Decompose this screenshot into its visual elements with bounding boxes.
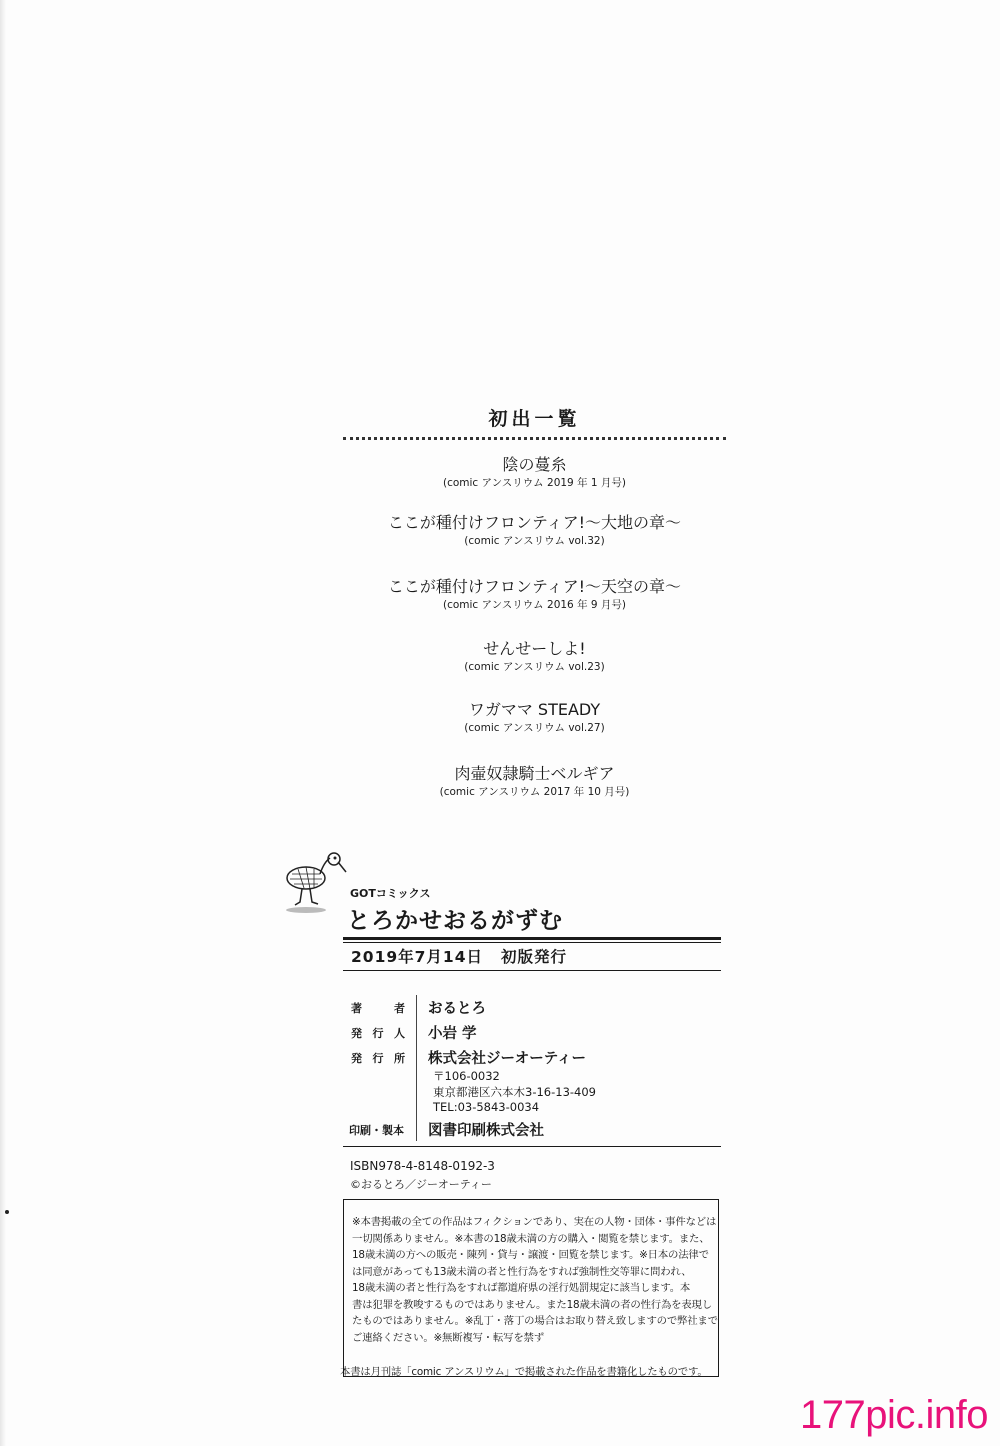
imprint-label: GOTコミックス: [350, 887, 431, 900]
notice-line: ※本書掲載の全ての作品はフィクションであり、実在の人物・団体・事件などは: [352, 1216, 717, 1228]
publisher-tel: TEL:03-5843-0034: [433, 1100, 540, 1114]
notice-line: たものではありません。※乱丁・落丁の場合はお取り替え致しますので弊社まで: [352, 1315, 718, 1327]
work-item: [343, 700, 726, 735]
work-source: (comic アンスリウム 2017 年 10 月号): [439, 786, 630, 798]
notice-line: ご連絡ください。※無断複写・転写を禁ず: [352, 1331, 544, 1344]
publisher-person-label: 発行人: [351, 1027, 405, 1040]
author-name: おるとろ: [428, 1001, 486, 1017]
edition-label: 初版発行: [501, 948, 568, 966]
work-title: ここが種付けフロンティア!～大地の章～: [387, 513, 682, 532]
bird-logo-icon: [280, 848, 352, 918]
book-title: とろかせおるがずむ: [347, 908, 563, 934]
work-item: [343, 577, 726, 612]
serialization-footnote: 本書は月刊誌「comic アンスリウム」で掲載された作品を書籍化したものです。: [340, 1366, 708, 1378]
copyright: ©おるとろ／ジーオーティー: [350, 1178, 492, 1191]
notice-line: 一切関係ありません。※本書の18歳未満の方の購入・閲覧を禁じます。また、: [352, 1232, 710, 1245]
work-item: [343, 764, 726, 799]
watermark: 177pic.info: [800, 1393, 988, 1437]
title-divider: [343, 937, 721, 940]
work-source: (comic アンスリウム 2019 年 1 月号): [442, 477, 627, 489]
notice-line: 書は犯罪を教唆するものではありません。また18歳未満の者の性行為を表現し: [352, 1298, 712, 1311]
first-appearance-title: 初出一覧: [488, 408, 581, 430]
edition-date: 2019年7月14日: [351, 948, 483, 966]
legal-notice-box: [343, 1199, 719, 1377]
work-item: [343, 513, 726, 548]
isbn: ISBN978-4-8148-0192-3: [350, 1159, 495, 1173]
work-title: せんせーしよ!: [483, 639, 586, 658]
work-title: ワガママ STEADY: [468, 700, 601, 719]
publisher-postal: 〒106-0032: [433, 1069, 500, 1083]
work-item: [343, 455, 726, 490]
work-title: 陰の蔓糸: [502, 455, 567, 474]
notice-line: 18歳未満の者と性行為をすれば都道府県の淫行処罰規定に該当します。本: [352, 1282, 691, 1294]
publisher-person-name: 小岩 学: [428, 1026, 477, 1042]
work-source: (comic アンスリウム vol.23): [464, 661, 605, 673]
title-divider-thin: [343, 942, 721, 943]
notice-line: 18歳未満の方への販売・陳列・貸与・譲渡・回覧を禁じます。※日本の法律で: [352, 1249, 709, 1261]
edition-divider: [343, 970, 721, 971]
author-label: 著 者: [351, 1002, 405, 1015]
publisher-name: 株式会社ジーオーティー: [428, 1051, 587, 1067]
dotted-divider: [343, 437, 726, 440]
notice-line: は同意があっても13歳未満の者と性行為をすれば強制性交等罪に問われ、: [352, 1265, 692, 1278]
credits-separator: [416, 995, 417, 1141]
work-source: (comic アンスリウム vol.32): [464, 535, 605, 547]
printer-name: 図書印刷株式会社: [428, 1123, 544, 1139]
credits-divider: [343, 1146, 721, 1147]
publisher-label: 発行所: [351, 1052, 405, 1065]
stray-mark: [5, 1210, 9, 1214]
work-title: 肉壷奴隷騎士ベルギア: [454, 764, 615, 783]
work-source: (comic アンスリウム 2016 年 9 月号): [442, 599, 627, 611]
publisher-address: 東京都港区六本木3-16-13-409: [433, 1085, 596, 1099]
page-edge: [0, 0, 6, 1446]
printer-label: 印刷・製本: [349, 1124, 404, 1137]
work-source: (comic アンスリウム vol.27): [464, 722, 605, 734]
work-item: [343, 639, 726, 674]
work-title: ここが種付けフロンティア!～天空の章～: [387, 577, 682, 596]
edition-line: [351, 945, 567, 967]
